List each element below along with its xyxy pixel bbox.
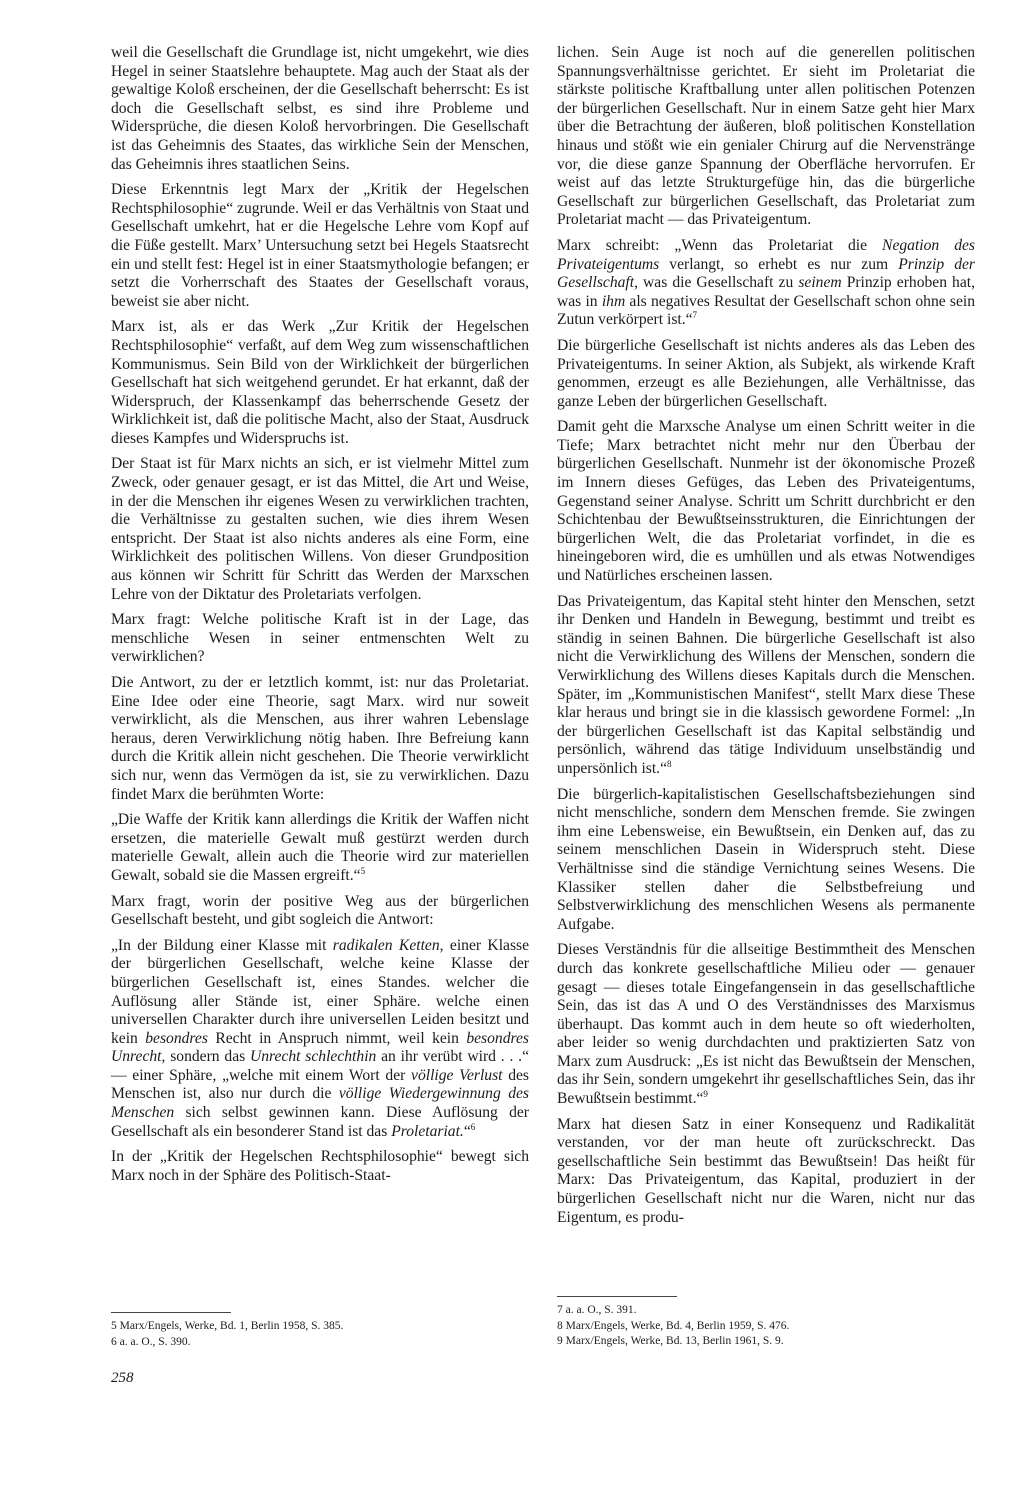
emphasis: völlige Wiedergewinnung des Menschen bbox=[111, 1085, 529, 1122]
paragraph: Marx ist, als er das Werk „Zur Kritik der Hegelschen Rechtsphilosophie“ verfaßt, auf dem Weg zum wissenschaftlichen Kommunismus. Sein Bild von der Wirklichkeit der bürgerlichen Gesellschaft hat sich weitgehend gerundet. Er hat erkannt, daß der Widerspruch, der Klassenkampf das beherrschende Gesetz der Wirklichkeit ist, daß die politische Macht, also der Staat, Ausdruck dieses Kampfes und Widerspruchs ist. bbox=[111, 318, 529, 447]
paragraph bbox=[557, 941, 975, 1108]
emphasis: völlige Verlust bbox=[411, 1066, 503, 1084]
text-run: Recht in Anspruch nimmt, weil kein bbox=[207, 1029, 467, 1047]
emphasis: Unrecht schlechthin bbox=[249, 1048, 377, 1066]
emphasis: Negation des Privateigentums bbox=[557, 236, 975, 273]
paragraph: In der „Kritik der Hegelschen Rechtsphilosophie“ bewegt sich Marx noch in der Sphäre des Politisch-Staat- bbox=[111, 1148, 529, 1184]
footnote-rule bbox=[557, 1296, 677, 1297]
paragraph: Marx hat diesen Satz in einer Konsequenz und Radikalität verstanden, vor der man heute oft zurückschreckt. Das gesellschaftliche Sein bestimmt das Bewußtsein! Das heißt für Marx: Das Privateigentum, das Kapital, produziert in der bürgerlichen Gesellschaft nicht nur die Waren, nicht nur das Eigentum, es produ- bbox=[557, 1115, 975, 1226]
paragraph: Die bürgerliche Gesellschaft ist nichts anderes als das Leben des Privateigentums. In seiner Aktion, als Subjekt, als wirkende Kraft genommen, erzeugt es alle Beziehungen, alle Verhältnisse, das ganze Leben der bürgerlichen Gesellschaft. bbox=[557, 336, 975, 410]
right-column bbox=[557, 44, 975, 1234]
footnote-ref: 8 bbox=[667, 758, 672, 769]
paragraph: Marx fragt: Welche politische Kraft ist in der Lage, das menschliche Wesen in seiner entmenschten Welt zu verwirklichen? bbox=[111, 611, 529, 666]
footnote-rule bbox=[111, 1312, 231, 1313]
text-run: sich selbst gewinnen kann. Diese Auflösung der Gesellschaft als ein besonderer Stand ist das bbox=[111, 1104, 529, 1140]
paragraph: Marx fragt, worin der positive Weg aus der bürgerlichen Gesellschaft besteht, und gibt sogleich die Antwort: bbox=[111, 892, 529, 929]
paragraph: weil die Gesellschaft die Grundlage ist, nicht umgekehrt, wie dies Hegel in seiner Staatslehre behauptete. Mag auch der Staat als der gewaltige Koloß erscheinen, der die Gesellschaft beherrscht: Es ist doch die Gesellschaft selbst, es sind ihre Probleme und Widersprüche, die diesen Koloß hervorbringen. Die Gesellschaft ist das Geheimnis des Staates, das wirkliche Sein der Menschen, das Geheimnis ihres staatlichen Seins. bbox=[111, 44, 529, 173]
paragraph: Die bürgerlich-kapitalistischen Gesellschaftsbeziehungen sind nicht menschliche, sondern dem Menschen fremde. Sie zwingen ihm eine Lebensweise, ein Bewußtsein, ein Denken auf, das zu seinem menschlichen Dasein in Widerspruch steht. Diese Verhältnisse sind die ständige Vernichtung seines Wesens. Die Klassiker stellen daher die Selbstbefreiung und Selbstverwirklichung des menschlichen Wesens als permanente Aufgabe. bbox=[557, 785, 975, 933]
paragraph bbox=[557, 593, 975, 779]
text-run: des Menschen ist, also nur durch die bbox=[111, 1066, 529, 1103]
emphasis: Proletariat. bbox=[391, 1122, 464, 1140]
quote-paragraph bbox=[111, 811, 529, 885]
footnote: 9 Marx/Engels, Werke, Bd. 13, Berlin 1961, S. 9. bbox=[557, 1335, 784, 1347]
footnote-ref: 6 bbox=[470, 1121, 476, 1132]
text-run: verlangt, so erhebt es nur zum bbox=[659, 255, 899, 273]
text-run: Marx schreibt: „Wenn das Proletariat die bbox=[557, 236, 883, 254]
footnote-ref: 7 bbox=[692, 310, 698, 321]
emphasis: seinem bbox=[798, 274, 842, 292]
paragraph: Die Antwort, zu der er letztlich kommt, ist: nur das Proletariat. Eine Idee oder eine Theorie, sagt Marx. wird nur soweit verwirklicht, als die Menschen, aus ihrer wahren Lebenslage heraus, deren Verwirklichung nötig haben. Ihre Befreiung kann durch die Kritik allein nicht geschehen. Die Theorie verwirklicht sich nur, wenn das Vermögen da ist, sie zu verwirklichen. Dazu findet Marx die berühmten Worte: bbox=[111, 674, 529, 803]
quote-paragraph bbox=[111, 937, 529, 1142]
paragraph: Der Staat ist für Marx nichts an sich, er ist vielmehr Mittel zum Zweck, oder genauer gesagt, er ist das Mittel, die Art und Weise, in der die Menschen ihr eigenes Wesen zu verwirklichen trachten, die Verhältnisse zu gestalten suchen, wie dies ihrem Wesen entspricht. Der Staat ist also nichts anderes als eine Form, eine Wirklichkeit des politischen Willens. Von dieser Grundposition aus können wir Schritt für Schritt das Werden der Marxschen Lehre von der Diktatur des Proletariats verfolgen. bbox=[111, 455, 529, 603]
footnote: 7 a. a. O., S. 391. bbox=[557, 1304, 637, 1316]
text-run: , sondern das bbox=[161, 1048, 250, 1066]
footnote: 5 Marx/Engels, Werke, Bd. 1, Berlin 1958, S. 385. bbox=[111, 1320, 344, 1332]
footnotes-left bbox=[111, 1312, 529, 1350]
left-column bbox=[111, 44, 529, 1192]
paragraph: Diese Erkenntnis legt Marx der „Kritik der Hegelschen Rechtsphilosophie“ zugrunde. Weil er das Verhältnis von Staat und Gesellschaft umkehrt, hat er die Hegelsche Lehre vom Kopf auf die Füße gestellt. Marx’ Untersuchung setzt bei Hegels Staatsrecht ein und stellt fest: Hegel ist in einer Staatsmythologie befangen; er setzt die Vorherrschaft des Staates der Gesellschaft voraus, beweist sie aber nicht. bbox=[111, 181, 529, 310]
text-run: als negatives Resultat der Gesellschaft schon ohne sein Zutun verkörpert ist.“ bbox=[557, 292, 975, 329]
footnote: 6 a. a. O., S. 390. bbox=[111, 1335, 191, 1348]
paragraph bbox=[557, 237, 975, 330]
footnote: 8 Marx/Engels, Werke, Bd. 4, Berlin 1959, S. 476. bbox=[557, 1319, 790, 1332]
text-run: Dieses Verständnis für die allseitige Bestimmtheit des Menschen durch das konkrete gesellschaftliche Milieu oder — genauer gesagt — dieses totale Eingefangensein in das gesellschaftliche Sein, das ist das A und O des Verständnisses des Marxismus überhaupt. Das kommt auch in dem heute so oft wiederholten, aber leider so wenig durchdachten und praktizierten Satz von Marx zum Ausdruck: „Es ist nicht das Bewußtsein der Menschen, das ihr Sein, sondern umgekehrt ihr gesellschaftliches Sein, das ihr Bewußtsein bestimmt.“ bbox=[557, 941, 975, 1108]
emphasis: radikalen Ketten bbox=[332, 936, 440, 954]
text-run: Das Privateigentum, das Kapital steht hinter den Menschen, setzt ihr Denken und Handeln in Bewegung, bestimmt und treibt es ständig in seinen Bahnen. Die bürgerliche Gesellschaft ist also nicht die Verwirklichung des Willens der Menschen, sondern die Verwirklichung des Willens dieses Kapitals durch die Menschen. Später, im „Kommunistischen Manifest“, stellt Marx diese These klar heraus und bringt sie in die klassisch gewordene Formel: „In der bürgerlichen Gesellschaft ist das Kapital selbständig und persönlich, während das tätige Individuum unselbständig und unpersönlich ist.“ bbox=[557, 592, 975, 777]
footnote-ref: 5 bbox=[360, 865, 366, 876]
emphasis: ihm bbox=[601, 292, 626, 310]
footnote-ref: 9 bbox=[703, 1089, 708, 1100]
text-run: „In der Bildung einer Klasse mit bbox=[111, 936, 333, 954]
paragraph: Damit geht die Marxsche Analyse um einen Schritt weiter in die Tiefe; Marx betrachtet nicht mehr nur den Überbau der bürgerlichen Gesellschaft. Nunmehr ist der ökonomische Prozeß im Innern dieses Gefüges, das Leben des Privateigentums, Gegenstand seiner Analyse. Schritt um Schritt durchbricht er den Schichtenbau der Bewußtseinsstrukturen, die Einrichtungen der bürgerlichen Welt, die das Proletariat vorfindet, in die es hineingeboren wird, die es umhüllen und als etwas Notwendiges und Natürliches erscheinen lassen. bbox=[557, 418, 975, 585]
text-run: “ bbox=[463, 1122, 471, 1140]
paragraph: lichen. Sein Auge ist noch auf die generellen politischen Spannungsverhältnisse gerichtet. Er sieht im Proletariat die stärkste politische Kraftballung unter allen politischen Potenzen der bürgerlichen Gesellschaft. Nur in einem Satze geht hier Marx über die Betrachtung der äußeren, bloß politischen Konstellation hinaus und stößt wie ein genialer Chirurg auf die Nervenstränge vor, die diese ganze Spannung der Oberfläche hervorrufen. Er weist auf das letzte Strukturgefüge hin, das die bürgerliche Gesellschaft zur bürgerlichen Gesellschaft, das Proletariat zum Proletariat macht — das Privateigentum. bbox=[557, 44, 975, 229]
text-run: , was die Gesellschaft zu bbox=[634, 274, 799, 292]
text-run: Prinzip erhoben hat, was in bbox=[557, 274, 975, 310]
quote-text: „Die Waffe der Kritik kann allerdings die Kritik der Waffen nicht ersetzen, die materielle Gewalt muß gestürzt werden durch materielle Gewalt, allein auch die Theorie wird zur materiellen Gewalt, sobald sie die Massen ergreift.“ bbox=[111, 811, 529, 884]
footnotes-right bbox=[557, 1296, 975, 1350]
emphasis: besondres bbox=[145, 1029, 208, 1047]
text-run: , einer Klasse der bürgerlichen Gesellschaft, welche keine Klasse der bürgerlichen Gesellschaft ist, eines Standes. welcher die Auflösung aller Stände ist, einer Sphäre. welche einen universellen Charakter durch ihre universellen Leiden besitzt und kein bbox=[111, 936, 530, 1047]
text-run: an ihr verübt wird . . .“ — einer Sphäre, „welche mit einem Wort der bbox=[111, 1048, 529, 1084]
page-number: 258 bbox=[111, 1370, 134, 1386]
emphasis: besondres Unrecht bbox=[111, 1029, 529, 1066]
emphasis: Prinzip der Gesellschaft bbox=[557, 255, 976, 292]
